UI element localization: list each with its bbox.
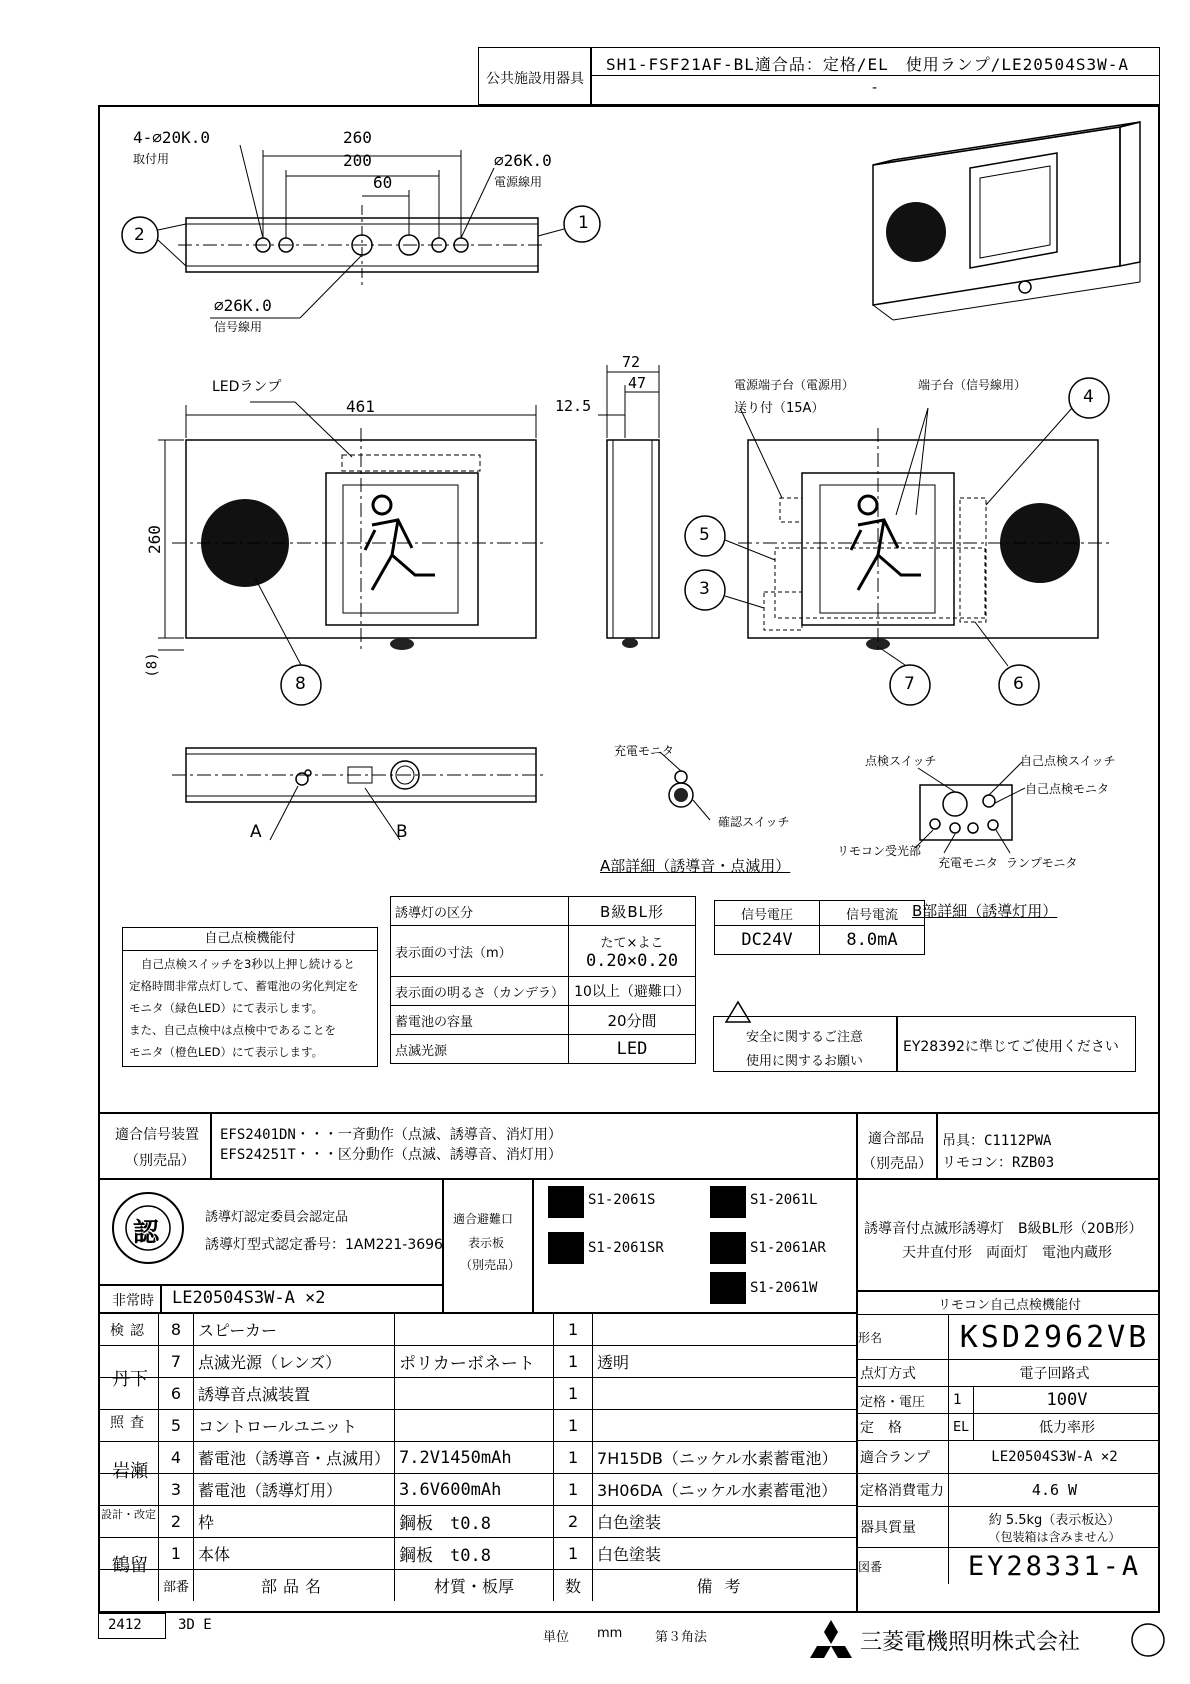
dim-hole-power: ∅26K.0: [494, 151, 552, 170]
detail-b-self-check-switch: 自己点検スイッチ: [1020, 754, 1116, 768]
approval-iwase: 岩瀬: [112, 1461, 148, 1482]
product-desc-2: 天井直付形 両面灯 電池内蔵形: [902, 1245, 1112, 1261]
running-man-icon: [851, 496, 921, 590]
part-number: 1: [159, 1538, 194, 1570]
detail-b-charge-monitor: 充電モニタ: [938, 856, 999, 870]
lighting-label: 点灯方式: [856, 1360, 949, 1387]
compat-parts-label-2: （別売品）: [862, 1156, 932, 1172]
top-view: [122, 145, 600, 318]
part-name: 蓄電池（誘導音・点滅用）: [194, 1442, 395, 1474]
product-remote: リモコン自己点検機能付: [938, 1298, 1082, 1313]
spec-value: B級BL形: [569, 897, 696, 926]
self-check-line: モニタ（橙色LED）にて表示します。: [129, 1045, 324, 1059]
part-number: 3: [159, 1474, 194, 1506]
dim-60: 60: [373, 173, 393, 192]
part-number: 6: [159, 1378, 194, 1410]
part-number: 8: [159, 1314, 194, 1346]
marker-6: 6: [1013, 674, 1024, 694]
footer-company: 三菱電機照明株式会社: [860, 1630, 1081, 1655]
approval-kenin: 検認: [110, 1323, 150, 1339]
compat-parts-label: 適合部品: [868, 1131, 924, 1147]
table-row: [98, 1442, 856, 1474]
dim-47: 47: [628, 374, 647, 392]
voltage-value: 100V: [974, 1387, 1161, 1414]
dim-hole-mount: 4-∅20K.0: [133, 128, 211, 147]
marker-4: 4: [1083, 387, 1094, 407]
panel-model: S1-2061W: [750, 1280, 818, 1296]
spec-label: 誘導灯の区分: [391, 897, 569, 926]
part-name: コントロールユニット: [194, 1410, 395, 1442]
part-name: 本体: [194, 1538, 395, 1570]
voltage-num: 1: [949, 1387, 974, 1414]
product-table: [856, 1314, 1160, 1584]
compat-parts-1: 吊具：C1112PWA: [942, 1133, 1052, 1149]
power-terminal-label-2: 送り付（15A）: [734, 401, 825, 416]
weight-value-2: （包装箱は含みません）: [988, 1530, 1121, 1544]
detail-b: [915, 762, 1025, 853]
part-material: 3.6V600mAh: [395, 1474, 554, 1506]
part-name: 誘導音点滅装置: [194, 1378, 395, 1410]
panel-label-2: 表示板: [468, 1236, 505, 1250]
marker-1: 1: [578, 213, 589, 233]
rear-view: [685, 378, 1110, 705]
part-qty: 1: [554, 1314, 593, 1346]
table-row: [98, 1474, 856, 1506]
self-check-line: 自己点検スイッチを3秒以上押し続けると: [141, 957, 355, 971]
header-name: 部品名: [194, 1570, 395, 1602]
compat-signal-1: EFS2401DN・・・一斉動作（点滅、誘導音、消灯用）: [220, 1127, 562, 1143]
product-model-label: 形名: [856, 1315, 949, 1360]
table-header: [98, 1570, 856, 1602]
marker-5: 5: [699, 525, 710, 545]
part-note: 透明: [593, 1346, 856, 1378]
exit-arrow-both-icon: [710, 1272, 746, 1304]
table-row: [98, 1538, 856, 1570]
part-note: 3H06DA（ニッケル水素蓄電池）: [593, 1474, 856, 1506]
table-row: [98, 1410, 856, 1442]
dim-width: 461: [346, 397, 375, 416]
spec-label: 蓄電池の容量: [391, 1006, 569, 1035]
safety-line-1: 安全に関するご注意: [746, 1030, 864, 1045]
part-note: 7H15DB（ニッケル水素蓄電池）: [593, 1442, 856, 1474]
table-row: [98, 1314, 856, 1346]
detail-a-charge-monitor: 充電モニタ: [614, 744, 675, 758]
spec-value: LED: [569, 1035, 696, 1064]
panel-model: S1-2061S: [588, 1192, 656, 1208]
power-value: 4.6 W: [949, 1474, 1161, 1507]
part-note: [593, 1314, 856, 1346]
signal-terminal-label: 端子台（信号線用）: [918, 378, 1027, 392]
approval-tsurudome: 鶴留: [112, 1555, 148, 1576]
marker-3: 3: [699, 579, 710, 599]
part-qty: 1: [554, 1410, 593, 1442]
marker-7: 7: [904, 674, 915, 694]
lighting-value: 電子回路式: [949, 1360, 1161, 1387]
isometric-view: [873, 122, 1140, 320]
voltage-label: 定格・電圧: [856, 1387, 949, 1414]
detail-b-check-switch: 点検スイッチ: [865, 754, 937, 768]
lamp-value: LE20504S3W-A ×2: [949, 1441, 1161, 1474]
header-product-line: SH1-FSF21AF-BL適合品：定格/EL 使用ランプ/LE20504S3W-A: [606, 55, 1129, 74]
compat-parts-2: リモコン：RZB03: [942, 1155, 1055, 1171]
spec-table: [390, 896, 696, 1064]
dim-bottom: (8): [144, 652, 161, 678]
part-material: ポリカーボネート: [395, 1346, 554, 1378]
header-category: 公共施設用器具: [486, 71, 584, 87]
part-qty: 1: [554, 1538, 593, 1570]
part-material: 鋼板 t0.8: [395, 1538, 554, 1570]
panel-model: S1-2061SR: [588, 1240, 664, 1256]
bottom-view: [172, 748, 546, 840]
header-qty: 数: [554, 1570, 593, 1602]
part-note: [593, 1410, 856, 1442]
spec-label: 表示面の明るさ（カンデラ）: [391, 977, 569, 1006]
circle-mark-icon: [1130, 1622, 1166, 1658]
footer-unit: mm: [597, 1626, 623, 1641]
dim-12-5: 12.5: [555, 397, 592, 415]
parts-table: [98, 1313, 856, 1601]
table-row: [98, 1346, 856, 1378]
part-note: 白色塗装: [593, 1538, 856, 1570]
safety-note: EY28392に準じてご使用ください: [903, 1039, 1119, 1055]
part-material: [395, 1378, 554, 1410]
self-check-line: また、自己点検中は点検中であることを: [129, 1023, 336, 1037]
header-material: 材質・板厚: [395, 1570, 554, 1602]
table-row: [98, 1506, 856, 1538]
weight-label: 器具質量: [856, 1507, 949, 1548]
detail-b-title: B部詳細（誘導灯用）: [912, 902, 1058, 920]
part-name: 点滅光源（レンズ）: [194, 1346, 395, 1378]
exit-arrow-left-icon: [710, 1186, 746, 1218]
exit-arrow-right-icon: [710, 1232, 746, 1264]
dim-total: 260: [343, 128, 372, 147]
label-b: B: [396, 822, 408, 842]
signal-voltage: DC24V: [715, 926, 820, 955]
power-label: 定格消費電力: [856, 1474, 949, 1507]
self-check-box: [122, 927, 378, 1067]
footer-unit-label: 単位: [543, 1630, 570, 1645]
compat-signal-2: EFS24251T・・・区分動作（点滅、誘導音、消灯用）: [220, 1147, 562, 1163]
dim-hole-signal-note: 信号線用: [214, 320, 263, 334]
part-name: 枠: [194, 1506, 395, 1538]
side-view: [598, 365, 659, 648]
part-name: スピーカー: [194, 1314, 395, 1346]
emergency-value: LE20504S3W-A ×2: [172, 1288, 326, 1308]
drawing-number: EY28331-A: [949, 1548, 1161, 1585]
dim-hole-power-note: 電源線用: [494, 175, 543, 189]
lamp-label: 適合ランプ: [856, 1441, 949, 1474]
cert-line-2: 誘導灯型式認定番号：1AM221-3696: [205, 1237, 443, 1253]
part-name: 蓄電池（誘導灯用）: [194, 1474, 395, 1506]
part-material: [395, 1314, 554, 1346]
label-a: A: [250, 822, 262, 842]
power-terminal-label: 電源端子台（電源用）: [734, 378, 855, 392]
part-qty: 1: [554, 1346, 593, 1378]
part-number: 7: [159, 1346, 194, 1378]
dim-height: 260: [144, 525, 164, 554]
drawing-label: 図番: [856, 1548, 949, 1585]
part-qty: 1: [554, 1378, 593, 1410]
detail-b-remote-receiver: リモコン受光部: [837, 844, 922, 858]
cert-line-1: 誘導灯認定委員会認定品: [205, 1210, 349, 1225]
part-qty: 1: [554, 1474, 593, 1506]
detail-a-title: A部詳細（誘導音・点滅用）: [600, 857, 791, 875]
part-material: 鋼板 t0.8: [395, 1506, 554, 1538]
header-note: 備考: [593, 1570, 856, 1602]
table-row: [98, 1378, 856, 1410]
part-note: 白色塗装: [593, 1506, 856, 1538]
safety-line-2: 使用に関するお願い: [746, 1054, 864, 1069]
emergency-label: 非常時: [112, 1293, 154, 1309]
signal-header-current: 信号電流: [820, 901, 925, 926]
weight-value: 約 5.5kg（表示板込）: [988, 1513, 1121, 1528]
panel-model: S1-2061L: [750, 1192, 818, 1208]
self-check-line: 定格時間非常点灯して、蓄電池の劣化判定を: [129, 979, 359, 993]
led-label: LEDランプ: [212, 379, 282, 395]
spec-label: 表示面の寸法（m）: [391, 926, 569, 977]
part-material: 7.2V1450mAh: [395, 1442, 554, 1474]
part-note: [593, 1378, 856, 1410]
spec-value: たて×よこ: [600, 935, 664, 951]
part-material: [395, 1410, 554, 1442]
dim-72: 72: [622, 353, 641, 371]
panel-label: 適合避難口: [453, 1212, 514, 1226]
compat-signal-label-2: （別売品）: [125, 1153, 195, 1169]
dim-hole-signal: ∅26K.0: [214, 296, 272, 315]
part-qty: 2: [554, 1506, 593, 1538]
spec-value: 10以上（避難口）: [569, 977, 696, 1006]
part-number: 2: [159, 1506, 194, 1538]
detail-b-lamp-monitor: ランプモニタ: [1006, 856, 1078, 870]
header-no: 部番: [159, 1570, 194, 1602]
header-dash: -: [872, 80, 878, 96]
signal-table: [714, 900, 925, 955]
marker-8: 8: [295, 674, 306, 694]
front-view: [158, 402, 546, 705]
exit-sign-icon: [548, 1186, 584, 1218]
approval-shosa: 照査: [110, 1415, 150, 1431]
dim-hole-mount-note: 取付用: [133, 152, 170, 166]
footer-rev: 3D E: [178, 1617, 212, 1633]
rating-value: 低力率形: [974, 1414, 1161, 1441]
marker-2: 2: [134, 225, 145, 245]
panel-label-3: （別売品）: [460, 1258, 521, 1272]
signal-current: 8.0mA: [820, 926, 925, 955]
detail-b-self-check-monitor: 自己点検モニタ: [1025, 782, 1110, 796]
part-qty: 1: [554, 1442, 593, 1474]
rating-code: EL: [949, 1414, 974, 1441]
product-model: KSD2962VB: [949, 1315, 1161, 1360]
compat-signal-label: 適合信号装置: [115, 1127, 199, 1143]
spec-label: 点滅光源: [391, 1035, 569, 1064]
detail-a: [660, 752, 710, 820]
panel-model: S1-2061AR: [750, 1240, 826, 1256]
footer-date-code: 2412: [108, 1617, 142, 1633]
exit-sign-icon: [548, 1232, 584, 1264]
approval-sekkei: 設計・改定: [101, 1508, 156, 1521]
certification-seal-text: 認: [133, 1218, 160, 1248]
product-desc-1: 誘導音付点滅形誘導灯 B級BL形（20B形）: [864, 1221, 1143, 1237]
spec-value: 20分間: [569, 1006, 696, 1035]
mitsubishi-logo-icon: [808, 1620, 854, 1660]
rating-label: 定 格: [856, 1414, 949, 1441]
part-number: 4: [159, 1442, 194, 1474]
self-check-line: モニタ（緑色LED）にて表示します。: [129, 1001, 324, 1015]
signal-header-voltage: 信号電圧: [715, 901, 820, 926]
approval-tanshita: 丹下: [112, 1369, 148, 1390]
part-number: 5: [159, 1410, 194, 1442]
self-check-title: 自己点検機能付: [123, 928, 377, 951]
dim-200: 200: [343, 151, 372, 170]
footer-projection: 第３角法: [655, 1630, 708, 1645]
detail-a-confirm-switch: 確認スイッチ: [718, 815, 790, 829]
spec-value-2: 0.20×0.20: [585, 950, 679, 971]
